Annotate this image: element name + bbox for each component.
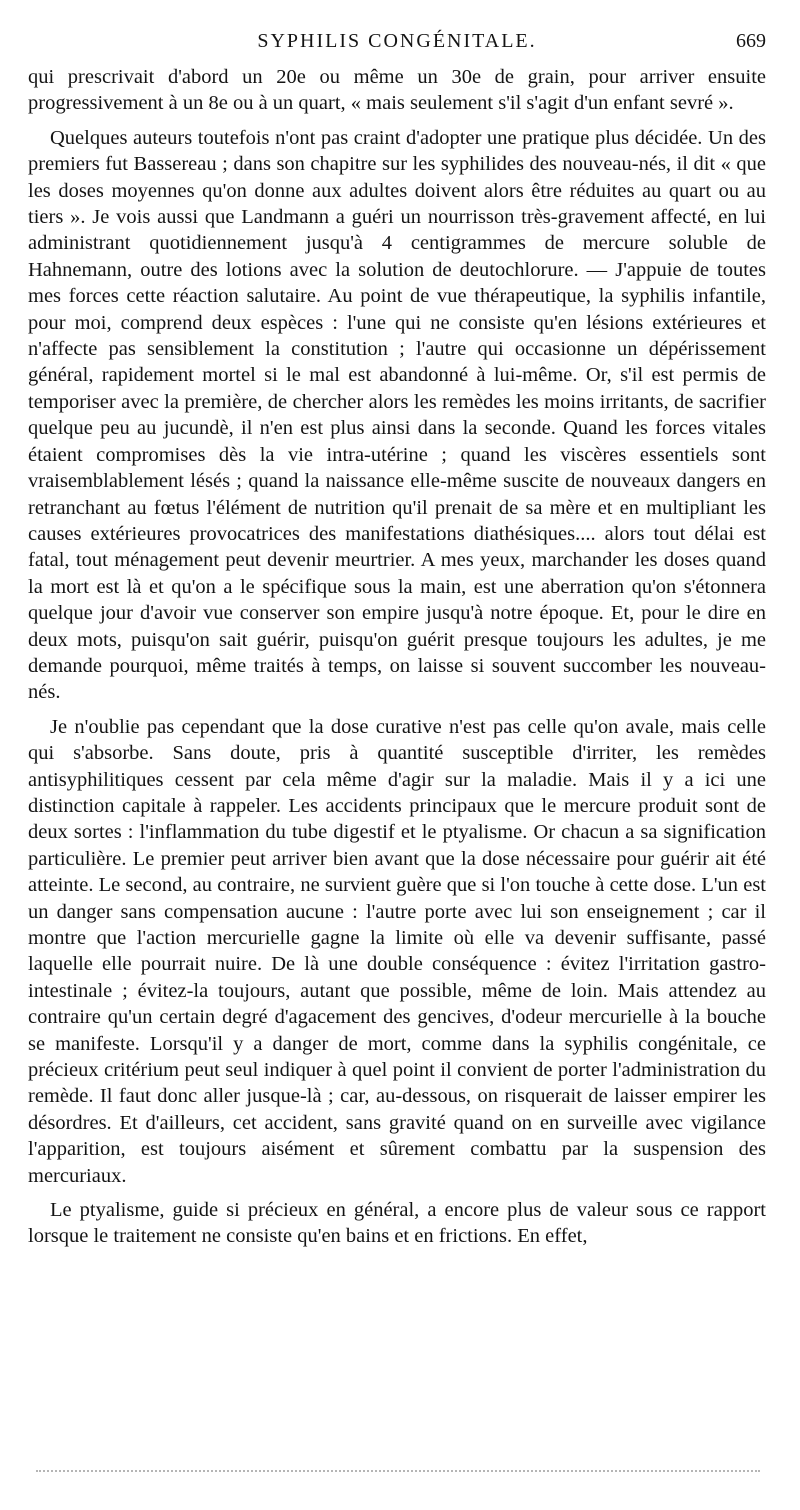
paragraph-ptyalisme: Le ptyalisme, guide si précieux en général, a encore plus de valeur sous ce rapport lorsque le traitement ne consiste qu'en bains et en frictions. En effet, <box>28 1199 766 1248</box>
page-bottom-divider <box>36 1470 760 1472</box>
paragraph-bassereau: Quelques auteurs toutefois n'ont pas craint d'adopter une pratique plus décidée. Un des premiers fut Bassereau ; dans son chapitre sur les syphilides des nouveau-nés, il dit « que les doses moyennes qu'on donne aux adultes doivent alors être réduites au quart ou au tiers ». Je vois aussi que Landmann a guéri un nourrisson très-gravement affecté, en lui administrant quotidiennement jusqu'à 4 centigrammes de mercure soluble de Hahnemann, outre des lotions avec la solution de deutochlorure. — J'appuie de toutes mes forces cette réaction salutaire. Au point de vue thérapeutique, la syphilis infantile, pour moi, comprend deux espèces : l'une qui ne consiste qu'en lésions extérieures et n'affecte pas sensiblement la constitution ; l'autre qui occasionne un dépérissement général, rapidement mortel si le mal est abandonné à lui-même. Or, s'il est permis de temporiser avec la première, de chercher alors les remèdes les moins irritants, de sacrifier quelque peu au jucundè, il n'en est plus ainsi dans la seconde. Quand les forces vitales étaient compromises dès la vie intra-utérine ; quand les viscères essentiels sont vraisemblablement lésés ; quand la naissance elle-même suscite de nouveaux dangers en retranchant au fœtus l'élément de nutrition qu'il prenait de sa mère et en multipliant les causes extérieures provocatrices des manifestations diathésiques.... alors tout délai est fatal, tout ménagement peut devenir meurtrier. A mes yeux, marchander les doses quand la mort est là et qu'on a le spécifique sous la main, est une aberration qu'on s'étonnera quelque jour d'avoir vue conserver son empire jusqu'à notre époque. Et, pour le dire en deux mots, puisqu'on sait guérir, puisqu'on guérit presque toujours les adultes, je me demande pourquoi, même traités à temps, on laisse si souvent succomber les nouveau-nés. <box>28 126 766 704</box>
body-text <box>28 64 766 1250</box>
paragraph-dose-curative: Je n'oublie pas cependant que la dose curative n'est pas celle qu'on avale, mais celle qui s'absorbe. Sans doute, pris à quantité susceptible d'irriter, les remèdes antisyphilitiques cessent par cela même d'agir sur la maladie. Mais il y a ici une distinction capitale à rappeler. Les accidents principaux que le mercure produit sont de deux sortes : l'inflammation du tube digestif et le ptyalisme. Or chacun a sa signification particulière. Le premier peut arriver bien avant que la dose nécessaire pour guérir ait été atteinte. Le second, au contraire, ne survient guère que si l'on touche à cette dose. L'un est un danger sans compensation aucune : l'autre porte avec lui son enseignement ; car il montre que l'action mercurielle gagne la limite où elle va devenir suffisante, passé laquelle elle pourrait nuire. De là une double conséquence : évitez l'irritation gastro-intestinale ; évitez-la toujours, autant que possible, même de loin. Mais attendez au contraire qu'un certain degré d'agacement des gencives, d'odeur mercurielle à la bouche se manifeste. Lorsqu'il y a danger de mort, comme dans la syphilis congénitale, ce précieux critérium peut seul indiquer à quel point il convient de porter l'administration du remède. Il faut donc aller jusque-là ; car, au-dessous, on risquerait de laisser empirer les désordres. Et d'ailleurs, cet accident, sans gravité quand on en surveille avec vigilance l'apparition, est toujours aisément et sûrement combattu par la suspension des mercuriaux. <box>28 715 766 1187</box>
paragraph-continuation: qui prescrivait d'abord un 20e ou même un 30e de grain, pour arriver ensuite progressivement à un 8e ou à un quart, « mais seulement s'il s'agit d'un enfant sevré ». <box>28 66 766 115</box>
running-title: SYPHILIS CONGÉNITALE. <box>257 30 537 52</box>
running-head <box>28 28 766 58</box>
book-page <box>28 28 766 1258</box>
page-number: 669 <box>736 30 766 52</box>
